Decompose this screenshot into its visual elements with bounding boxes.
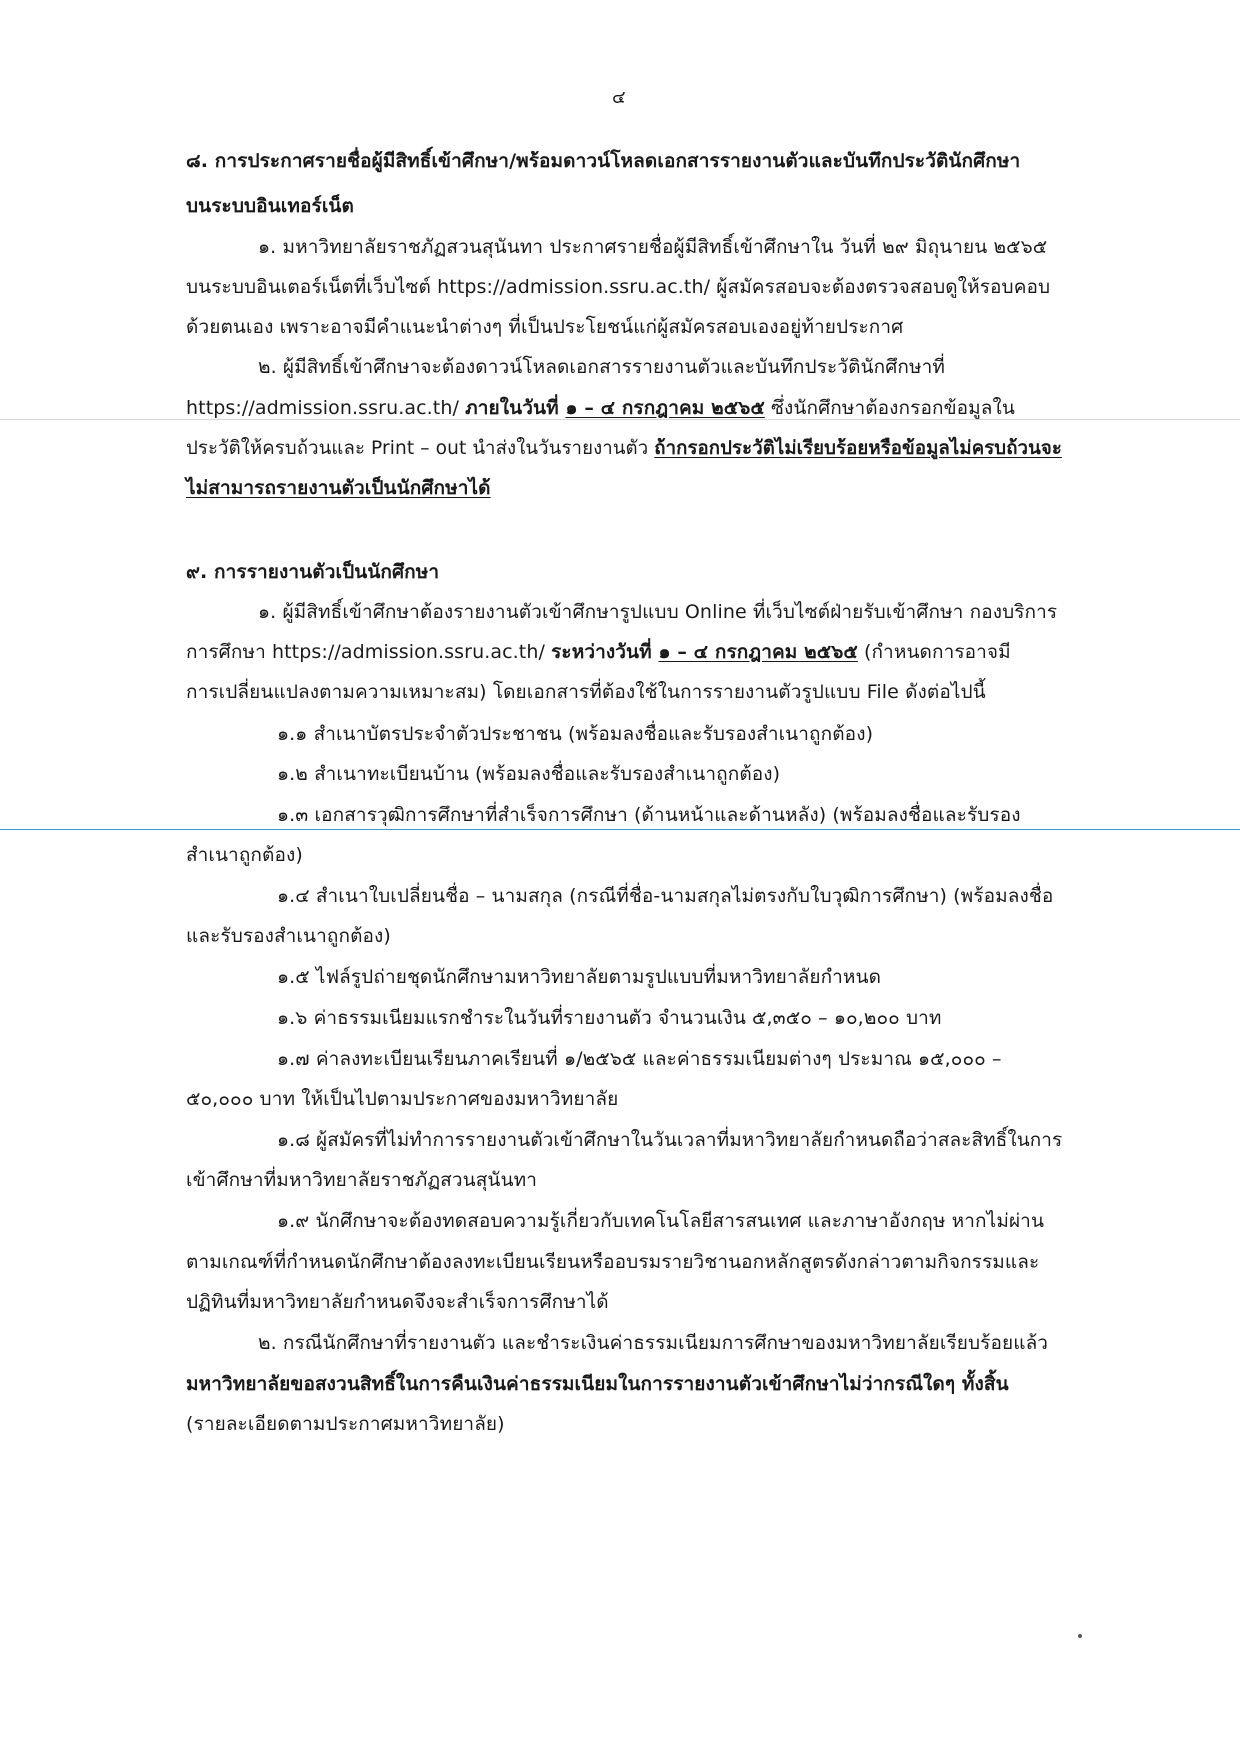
doc-item-1-9-line2: ตามเกณฑ์ที่กำหนดนักศึกษาต้องลงทะเบียนเรียนหรืออบรมรายวิชานอกหลักสูตรดังกล่าวตามกิจกรรมและ xyxy=(186,1251,1040,1273)
deadline-dates: ๑ – ๔ กรกฎาคม ๒๕๖๕ xyxy=(565,397,765,419)
doc-item-1-4-line2: และรับรองสำเนาถูกต้อง) xyxy=(186,925,391,947)
warning-text: ถ้ากรอกประวัติไม่เรียบร้อยหรือข้อมูลไม่ครบถ้วนจะ xyxy=(654,437,1062,459)
doc-item-1-8-line1: ๑.๘ ผู้สมัครที่ไม่ทำการรายงานตัวเข้าศึกษาในวันเวลาที่มหาวิทยาลัยกำหนดถือว่าสละสิทธิ์ในการ xyxy=(277,1129,1063,1151)
print-instruction: ประวัติให้ครบถ้วนและ Print – out นำส่งในวันรายงานตัว xyxy=(186,437,655,459)
doc-item-1-9-line1: ๑.๙ นักศึกษาจะต้องทดสอบความรู้เกี่ยวกับเทคโนโลยีสารสนเทศ และภาษาอังกฤษ หากไม่ผ่าน xyxy=(277,1210,1045,1232)
section8-item1-line1: ๑. มหาวิทยาลัยราชภัฏสวนสุนันทา ประกาศรายชื่อผู้มีสิทธิ์เข้าศึกษาใน วันที่ ๒๙ มิถุนายน ๒๕๖๕ xyxy=(258,236,1048,258)
section8-item2-line1: ๒. ผู้มีสิทธิ์เข้าศึกษาจะต้องดาวน์โหลดเอกสารรายงานตัวและบันทึกประวัตินักศึกษาที่ xyxy=(258,356,945,378)
section8-item2-line3 xyxy=(186,433,1062,463)
doc-item-1-6: ๑.๖ ค่าธรรมเนียมแรกชำระในวันที่รายงานตัว จำนวนเงิน ๕,๓๕๐ – ๑๐,๒๐๐ บาท xyxy=(277,1007,942,1029)
deadline-note: ซึ่งนักศึกษาต้องกรอกข้อมูลใน xyxy=(764,397,1016,419)
doc-item-1-9-line3: ปฏิทินที่มหาวิทยาลัยกำหนดจึงจะสำเร็จการศึกษาได้ xyxy=(186,1291,609,1313)
doc-item-1-7-line1: ๑.๗ ค่าลงทะเบียนเรียนภาคเรียนที่ ๑/๒๕๖๕ และค่าธรรมเนียมต่างๆ ประมาณ ๑๕,๐๐๐ – xyxy=(277,1048,1002,1070)
period-label: ระหว่างวันที่ xyxy=(551,641,659,663)
doc-item-1-4-line1: ๑.๔ สำเนาใบเปลี่ยนชื่อ – นามสกุล (กรณีที่ชื่อ-นามสกุลไม่ตรงกับใบวุฒิการศึกษา) (พร้อมลงชื่อ xyxy=(277,885,1054,907)
page-number: ๔ xyxy=(612,87,626,108)
section8-heading-line1: ๘. การประกาศรายชื่อผู้มีสิทธิ์เข้าศึกษา/พร้อมดาวน์โหลดเอกสารรายงานตัวและบันทึกประวัตินักศึกษา xyxy=(186,150,1021,172)
scan-artifact-line xyxy=(0,419,1240,420)
warning-text-cont: ไม่สามารถรายงานตัวเป็นนักศึกษาได้ xyxy=(186,477,491,499)
section9-item1-line1: ๑. ผู้มีสิทธิ์เข้าศึกษาต้องรายงานตัวเข้าศึกษารูปแบบ Online ที่เว็บไซต์ฝ่ายรับเข้าศึกษา กองบริการ xyxy=(258,601,1058,623)
doc-item-1-5: ๑.๕ ไฟล์รูปถ่ายชุดนักศึกษามหาวิทยาลัยตามรูปแบบที่มหาวิทยาลัยกำหนด xyxy=(277,966,882,988)
section9-heading: ๙. การรายงานตัวเป็นนักศึกษา xyxy=(186,561,440,583)
deadline-label: ภายในวันที่ xyxy=(465,397,566,419)
period-note: (กำหนดการอาจมี xyxy=(857,641,1011,663)
doc-item-1-3-line2: สำเนาถูกต้อง) xyxy=(186,844,303,866)
section8-item1-line2: บนระบบอินเตอร์เน็ตที่เว็บไซต์ https://admission.ssru.ac.th/ ผู้สมัครสอบจะต้องตรวจสอบดูให้รอบคอบ xyxy=(186,276,1051,298)
section8-heading-line2: บนระบบอินเทอร์เน็ต xyxy=(186,195,354,217)
doc-item-1-7-line2: ๕๐,๐๐๐ บาท ให้เป็นไปตามประกาศของมหาวิทยาลัย xyxy=(186,1088,619,1110)
section9-item2-line3: (รายละเอียดตามประกาศมหาวิทยาลัย) xyxy=(186,1413,505,1435)
scan-speck xyxy=(1078,1634,1082,1638)
doc-item-1-8-line2: เข้าศึกษาที่มหาวิทยาลัยราชภัฏสวนสุนันทา xyxy=(186,1169,537,1191)
section9-item2-line2: มหาวิทยาลัยขอสงวนสิทธิ์ในการคืนเงินค่าธรรมเนียมในการรายงานตัวเข้าศึกษาไม่ว่ากรณีใดๆ ทั้งสิ้น xyxy=(186,1373,1009,1395)
section8-item1-line3: ด้วยตนเอง เพราะอาจมีคำแนะนำต่างๆ ที่เป็นประโยชน์แก่ผู้สมัครสอบเองอยู่ท้ายประกาศ xyxy=(186,316,904,338)
section9-item2-line1: ๒. กรณีนักศึกษาที่รายงานตัว และชำระเงินค่าธรรมเนียมการศึกษาของมหาวิทยาลัยเรียบร้อยแล้ว xyxy=(258,1332,1049,1354)
section9-item1-line3: การเปลี่ยนแปลงตามความเหมาะสม) โดยเอกสารที่ต้องใช้ในการรายงานตัวรูปแบบ File ดังต่อไปนี้ xyxy=(186,681,986,703)
scan-artifact-line xyxy=(0,829,1240,830)
url-text: https://admission.ssru.ac.th/ xyxy=(186,397,466,419)
doc-item-1-2: ๑.๒ สำเนาทะเบียนบ้าน (พร้อมลงชื่อและรับรองสำเนาถูกต้อง) xyxy=(277,763,781,785)
period-dates: ๑ – ๔ กรกฎาคม ๒๕๖๕ xyxy=(658,641,858,663)
url-text: การศึกษา https://admission.ssru.ac.th/ xyxy=(186,641,552,663)
doc-item-1-3-line1: ๑.๓ เอกสารวุฒิการศึกษาที่สำเร็จการศึกษา (ด้านหน้าและด้านหลัง) (พร้อมลงชื่อและรับรอง xyxy=(277,804,1021,826)
doc-item-1-1: ๑.๑ สำเนาบัตรประจำตัวประชาชน (พร้อมลงชื่อและรับรองสำเนาถูกต้อง) xyxy=(277,723,874,745)
section9-item1-line2 xyxy=(186,637,1011,667)
